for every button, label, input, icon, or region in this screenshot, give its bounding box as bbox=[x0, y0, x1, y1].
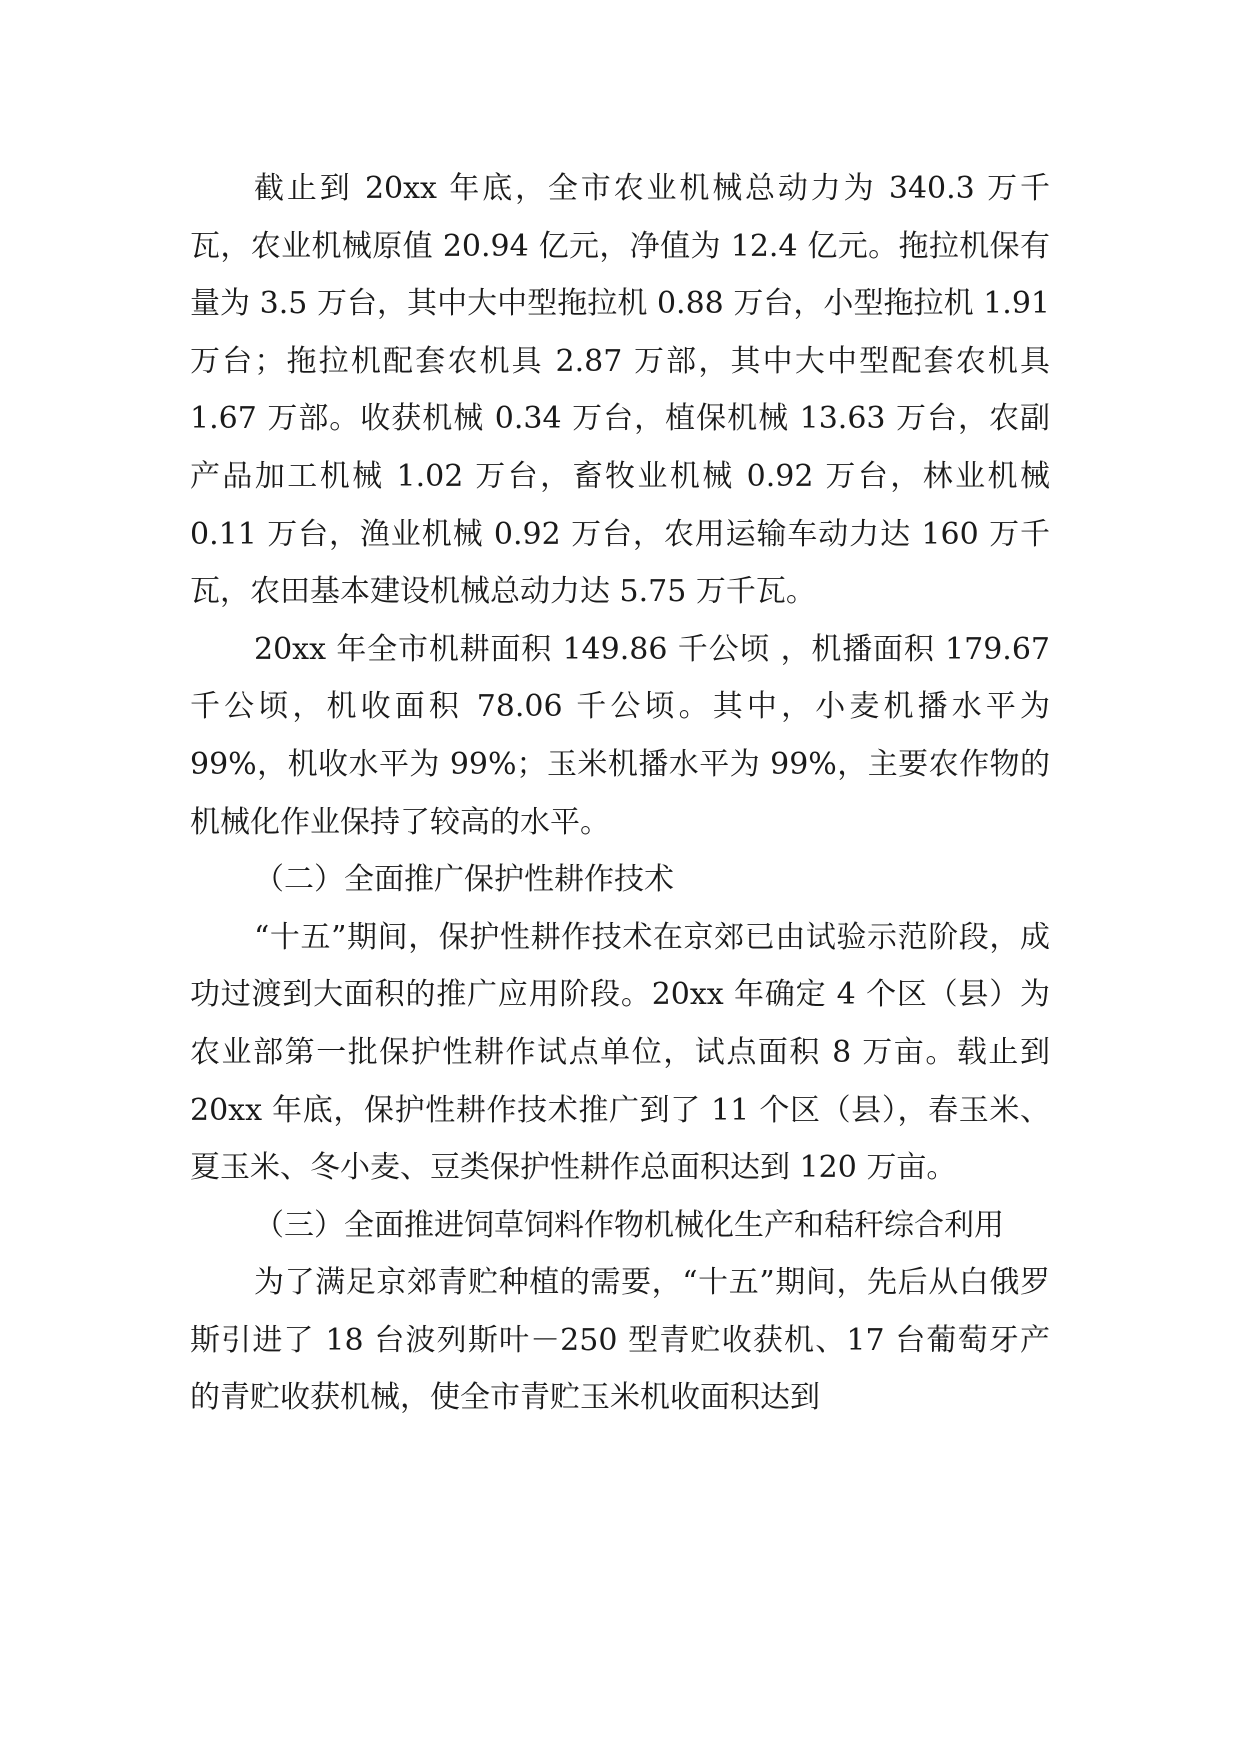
paragraph-machinery-stats: 截止到 20xx 年底，全市农业机械总动力为 340.3 万千瓦，农业机械原值 20.94 亿元，净值为 12.4 亿元。拖拉机保有量为 3.5 万台，其中大中型拖拉机 0.88 万台，小型拖拉机 1.91 万台；拖拉机配套农机具 2.87 万部，其中大中型配套农机具 1.67 万部。收获机械 0.34 万台，植保机械 13.63 万台，农副产品加工机械 1.02 万台，畜牧业机械 0.92 万台，林业机械 0.11 万台，渔业机械 0.92 万台，农用运输车动力达 160 万千瓦，农田基本建设机械总动力达 5.75 万千瓦。 bbox=[190, 171, 1050, 610]
paragraph-silage-harvest: 为了满足京郊青贮种植的需要，“十五”期间，先后从白俄罗斯引进了 18 台波列斯叶－250 型青贮收获机、17 台葡萄牙产的青贮收获机械，使全市青贮玉米机收面积达到 bbox=[190, 1265, 1050, 1416]
paragraph-conservation-tillage: “十五”期间，保护性耕作技术在京郊已由试验示范阶段，成功过渡到大面积的推广应用阶段。20xx 年确定 4 个区（县）为农业部第一批保护性耕作试点单位，试点面积 8 万亩。载止到 20xx 年底，保护性耕作技术推广到了 11 个区（县），春玉米、夏玉米、冬小麦、豆类保护性耕作总面积达到 120 万亩。 bbox=[190, 919, 1050, 1186]
section-heading-conservation-tillage: （二）全面推广保护性耕作技术 bbox=[254, 862, 674, 898]
section-heading-forage-straw: （三）全面推进饲草饲料作物机械化生产和秸秆综合利用 bbox=[254, 1207, 1004, 1243]
document-body bbox=[190, 160, 1050, 1427]
paragraph-mechanization-levels: 20xx 年全市机耕面积 149.86 千公顷 ，机播面积 179.67 千公顷，机收面积 78.06 千公顷。其中，小麦机播水平为 99%，机收水平为 99%；玉米机播水平为 99%，主要农作物的机械化作业保持了较高的水平。 bbox=[190, 631, 1050, 840]
